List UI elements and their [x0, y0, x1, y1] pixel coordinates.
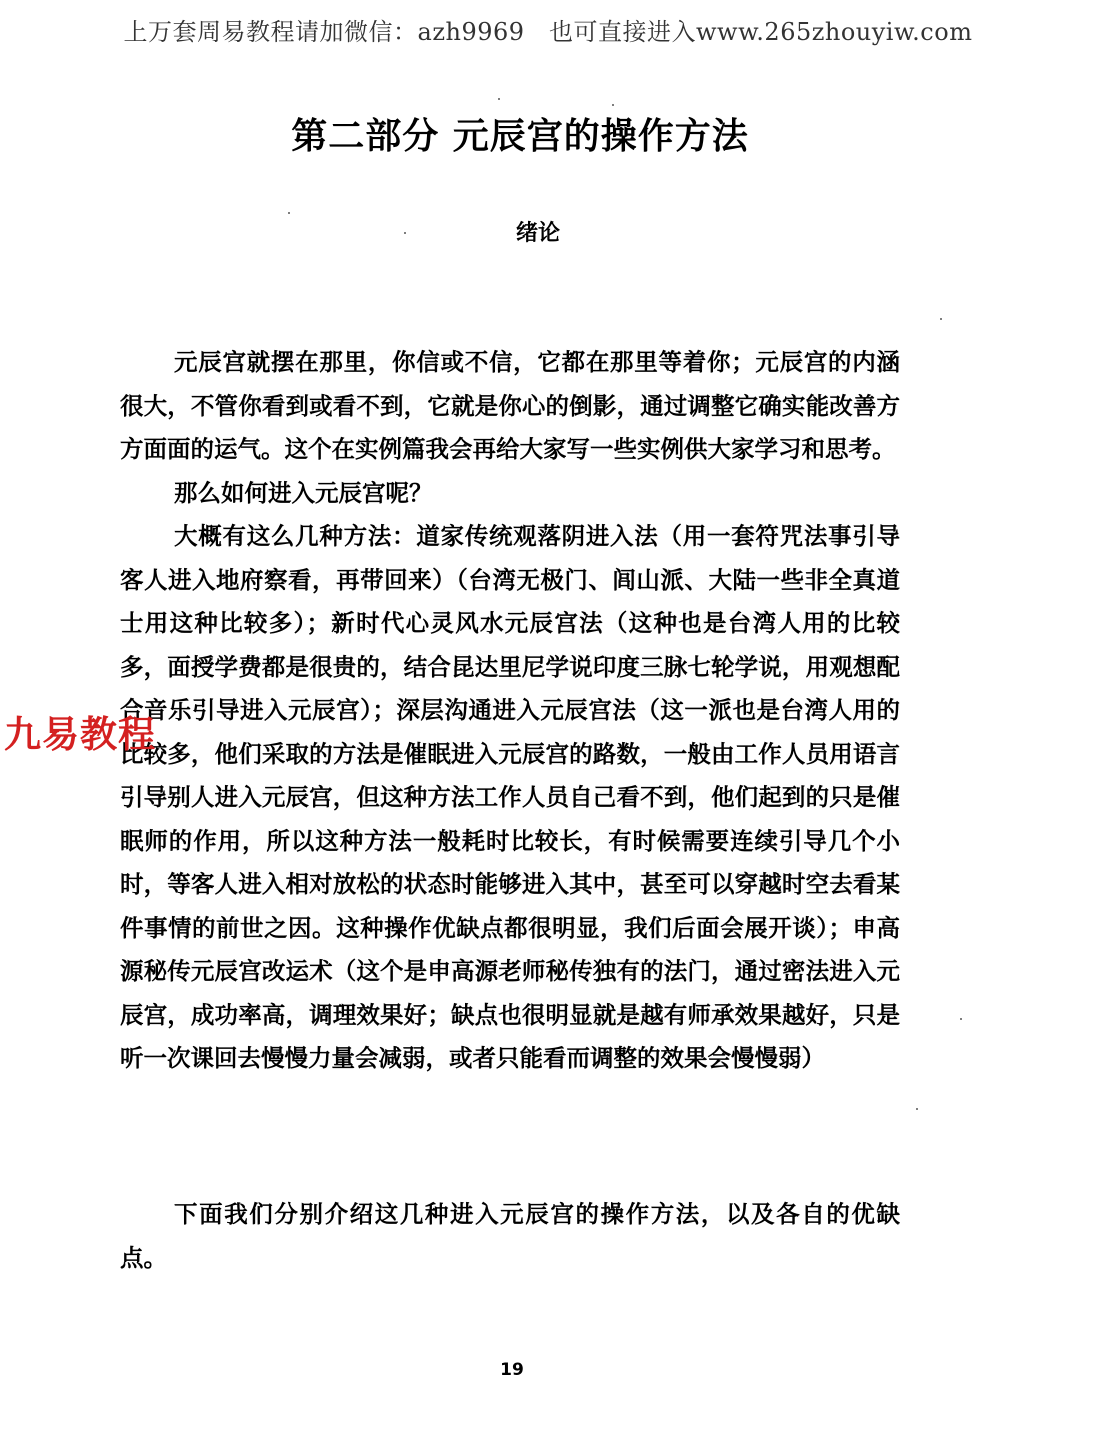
closing-paragraph: 下面我们分别介绍这几种进入元辰宫的操作方法，以及各自的优缺点。: [120, 1200, 900, 1272]
scan-speck: [404, 232, 406, 234]
watermark: 九易教程: [4, 713, 156, 756]
paragraph: 元辰宫就摆在那里，你信或不信，它都在那里等着你；元辰宫的内涵很大，不管你看到或看不到，它就是你心的倒影，通过调整它确实能改善方方面面的运气。这个在实例篇我会再给大家写一些实例供大家学习和思考。: [120, 348, 900, 463]
paragraph: 那么如何进入元辰宫呢？: [174, 478, 433, 507]
section-title: 绪论: [515, 221, 560, 246]
chapter-title: 第二部分 元辰宫的操作方法: [291, 116, 749, 157]
scan-speck: [288, 212, 290, 214]
scan-speck: [498, 98, 500, 100]
intro-body: [120, 341, 900, 1081]
scan-speck: [960, 1018, 962, 1020]
page-number: 19: [500, 1360, 524, 1380]
paragraph: 大概有这么几种方法：道家传统观落阴进入法（用一套符咒法事引导客人进入地府察看，再带回来）（台湾无极门、闾山派、大陆一些非全真道士用这种比较多）；新时代心灵风水元辰宫法（这种也是台湾人用的比较多，面授学费都是很贵的，结合昆达里尼学说印度三脉七轮学说，用观想配合音乐引导进入元辰宫）；深层沟通进入元辰宫法（这一派也是台湾人用的比较多，他们采取的方法是催眠进入元辰宫的路数，一般由工作人员用语言引导别人进入元辰宫，但这种方法工作人员自己看不到，他们起到的只是催眠师的作用，所以这种方法一般耗时比较长，有时候需要连续引导几个小时，等客人进入相对放松的状态时能够进入其中，甚至可以穿越时空去看某件事情的前世之因。这种操作优缺点都很明显，我们后面会展开谈）；申高源秘传元辰宫改运术（这个是申高源老师秘传独有的法门，通过密法进入元辰宫，成功率高，调理效果好；缺点也很明显就是越有师承效果越好，只是听一次课回去慢慢力量会减弱，或者只能看而调整的效果会慢慢弱）: [120, 522, 900, 1072]
scan-speck: [940, 318, 942, 320]
scan-speck: [916, 1108, 918, 1110]
header-banner: 上万套周易教程请加微信：azh9969 也可直接进入www.265zhouyiw.com: [123, 18, 973, 46]
closing-body: [120, 1193, 900, 1280]
scan-speck: [612, 104, 614, 106]
